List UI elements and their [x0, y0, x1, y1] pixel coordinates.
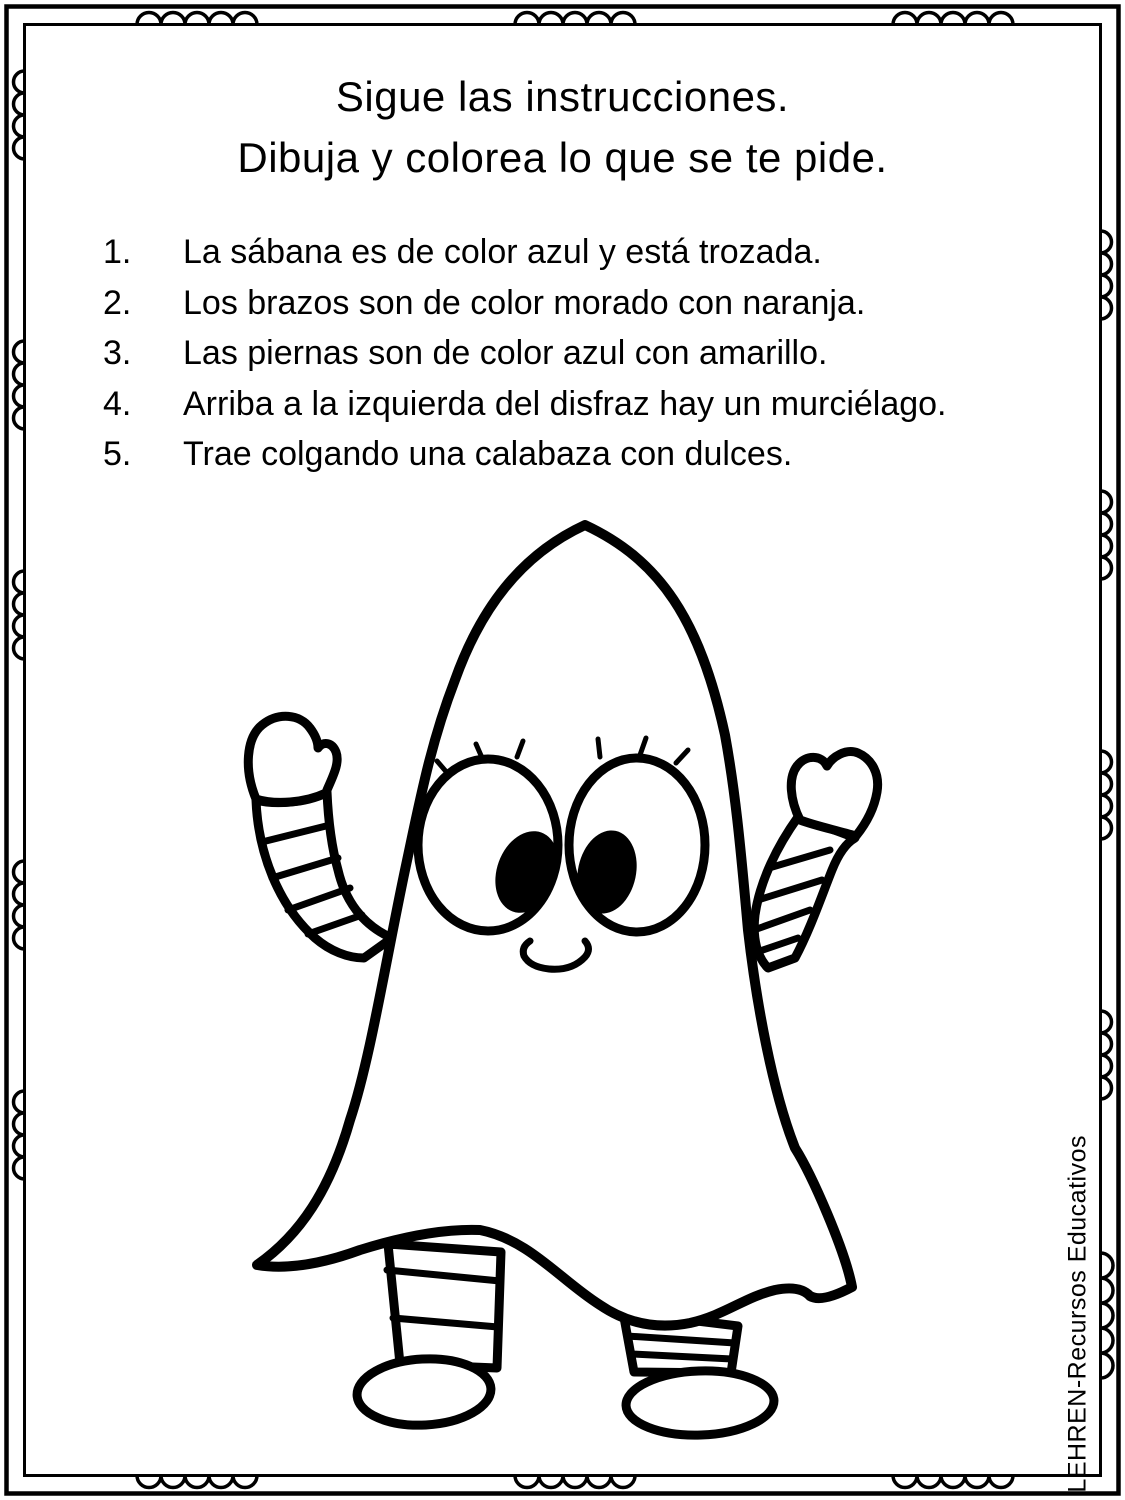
left-mitten [248, 716, 337, 802]
left-pupil [484, 822, 569, 921]
ghost-left-foot [355, 1356, 492, 1429]
ghost-illustration [215, 495, 915, 1475]
instruction-item [103, 429, 1077, 480]
ghost-left-leg [387, 1244, 501, 1368]
instruction-number: 4. [103, 384, 132, 423]
instruction-text: Las piernas son de color azul con amarillo. [183, 334, 828, 372]
right-pupil [570, 825, 644, 919]
ghost-right-foot [625, 1368, 775, 1437]
left-eye [418, 759, 558, 931]
instruction-text: La sábana es de color azul y está trozada. [183, 233, 822, 271]
ghost-right-leg [623, 1312, 738, 1373]
instruction-item [103, 227, 1077, 278]
eyelashes [437, 738, 688, 775]
title-line-1: Sigue las instrucciones. [335, 73, 790, 120]
instruction-text: Trae colgando una calabaza con dulces. [183, 435, 793, 473]
ghost-eyes [418, 738, 705, 932]
instruction-text: Arriba a la izquierda del disfraz hay un murciélago. [183, 384, 947, 423]
instruction-list [103, 227, 1077, 480]
title-line-2: Dibuja y colorea lo que se te pide. [237, 134, 888, 181]
ghost-left-arm [248, 716, 392, 958]
instruction-item [103, 379, 1077, 430]
instruction-item [103, 328, 1077, 379]
ghost-right-arm [754, 752, 878, 968]
instruction-number: 1. [103, 233, 132, 271]
ghost-body [257, 525, 852, 1326]
credit-text: LEHREN-Recursos Educativos [1064, 1135, 1092, 1493]
instruction-number: 2. [103, 283, 132, 322]
right-eye [569, 758, 705, 932]
instruction-number: 5. [103, 435, 132, 473]
instruction-item [103, 278, 1077, 329]
instruction-text: Los brazos son de color morado con naranja. [183, 283, 866, 322]
right-mitten [791, 752, 877, 836]
page-title [0, 66, 1125, 188]
instruction-number: 3. [103, 334, 132, 372]
ghost-smile [523, 941, 588, 969]
